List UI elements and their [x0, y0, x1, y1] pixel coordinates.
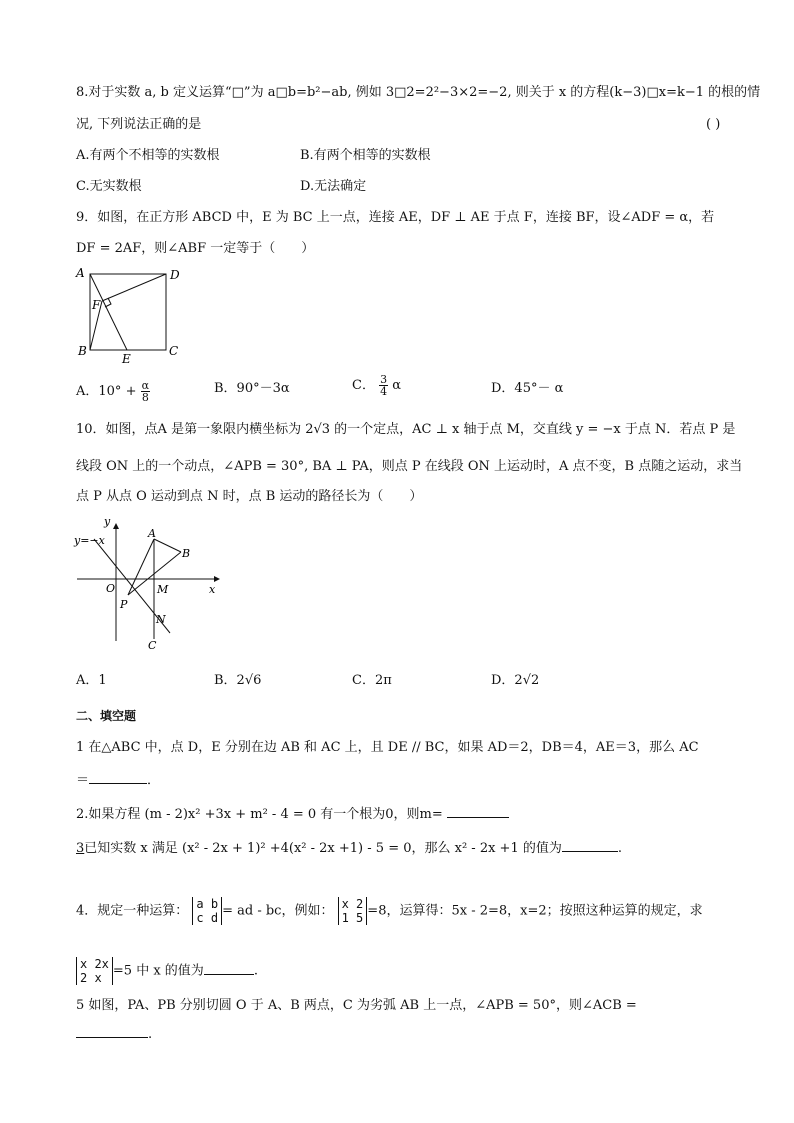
f4-det1-row2: c d [196, 911, 219, 925]
f1-line2-suffix: ． [147, 773, 161, 788]
f3-answer-blank[interactable] [562, 839, 618, 852]
square-figure [70, 262, 190, 367]
q10-stem-line2: 线段 ON 上的一个动点，∠APB = 30°, BA ⊥ PA，则点 P 在线段 ON 上运动时，A 点不变，B 点随之运动，求当 [76, 459, 743, 474]
q10-stem-line3: 点 P 从点 O 运动到点 N 时，点 B 运动的路径长为（ ） [76, 489, 423, 504]
q10-stem-line1: 10．如图，点A 是第一象限内横坐标为 2√3 的一个定点，AC ⊥ x 轴于点 M，交直线 y = −x 于点 N．若点 P 是 [76, 422, 736, 437]
label-f: F [92, 298, 101, 312]
label-o: O [106, 582, 116, 595]
label-e: E [122, 352, 131, 366]
q9-option-d: D．45°－ α [491, 381, 564, 396]
f4-det3-row1: x 2x [80, 957, 109, 971]
f3-number: 3 [76, 841, 85, 856]
f4-mid1: = ad - bc，例如： [222, 903, 334, 919]
f4-det2-row2: 1 5 [341, 911, 364, 925]
q8-stem-line2: 况, 下列说法正确的是 [76, 117, 202, 132]
q10-option-c: C．2π [352, 673, 392, 688]
f4-line1 [76, 897, 703, 925]
q9-option-a-fraction [141, 380, 150, 403]
label-b: B [182, 547, 191, 560]
y-axis-arrow [113, 523, 119, 529]
label-n: N [156, 613, 166, 626]
segment-ap [128, 539, 154, 595]
f4-det2-row1: x 2 [341, 897, 364, 911]
label-d: D [170, 268, 180, 282]
f1-line2-prefix: ＝ [76, 773, 90, 788]
label-a: A [148, 527, 156, 540]
f5-line1: 5 如图，PA、PB 分别切圆 O 于 A、B 两点，C 为劣弧 AB 上一点，∠APB = 50°，则∠ACB = [76, 998, 637, 1013]
label-m: M [157, 583, 169, 596]
q9-option-a-numerator: α [141, 379, 150, 392]
q8-option-a: A.有两个不相等的实数根 [76, 148, 220, 163]
q10-option-b: B．2√6 [214, 673, 262, 688]
q9-option-c [352, 374, 401, 397]
q9-option-c-numerator: 3 [380, 373, 388, 386]
q10-option-a: A．1 [76, 673, 107, 688]
q8-stem-line1: 8.对于实数 a, b 定义运算“□”为 a□b=b²−ab, 例如 3□2=2²−3×2=−2, 则关于 x 的方程(k−3)□x=k−1 的根的情 [76, 85, 761, 100]
q8-option-d: D.无法确定 [300, 179, 367, 194]
f5-answer-blank[interactable] [76, 1025, 148, 1038]
f2-answer-blank[interactable] [447, 805, 509, 818]
label-p: P [120, 598, 128, 611]
section-title: 二、填空题 [76, 709, 137, 723]
f4-det1-row1: a b [196, 897, 219, 911]
square-abcd [90, 274, 166, 350]
label-line: y=−x [74, 534, 105, 547]
f4-determinant-example [338, 897, 368, 925]
q8-answer-paren: ( ) [706, 117, 721, 132]
f5-line2 [76, 1025, 152, 1044]
f5-line2-suffix: . [148, 1027, 153, 1042]
f3-suffix: . [617, 841, 622, 856]
label-x: x [209, 583, 216, 596]
f4-mid2: =8，运算得：5x - 2=8，x=2；按照这种运算的规定，求 [367, 903, 703, 919]
label-y: y [104, 515, 111, 528]
f3-text: 已知实数 x 满足 (x² - 2x + 1)² +4(x² - 2x +1) - 5 = 0，那么 x² - 2x +1 的值为 [84, 841, 562, 856]
q9-option-c-denominator: 4 [380, 385, 388, 398]
f4-determinant-abcd [192, 897, 222, 925]
f4-line2 [76, 957, 258, 985]
segment-df [102, 274, 166, 301]
label-c: C [169, 344, 179, 358]
q9-stem-line2: DF = 2AF，则∠ABF 一定等于（ ） [76, 241, 315, 256]
q10-option-d: D．2√2 [491, 673, 540, 688]
f4-answer-blank[interactable] [204, 962, 254, 975]
q8-option-b: B.有两个相等的实数根 [300, 148, 431, 163]
q9-stem-line1: 9．如图，在正方形 ABCD 中，E 为 BC 上一点，连接 AE，DF ⊥ AE 于点 F，连接 BF，设∠ADF = α，若 [76, 210, 715, 225]
f2-line [76, 805, 509, 824]
f4-prefix: 4．规定一种运算： [76, 903, 189, 919]
f1-answer-blank[interactable] [89, 771, 147, 784]
f1-line1: 1 在△ABC 中，点 D，E 分别在边 AB 和 AC 上，且 DE // BC，如果 AD＝2，DB＝4，AE＝3，那么 AC [76, 740, 699, 755]
coordinate-figure [72, 515, 222, 655]
segment-ab [154, 539, 181, 552]
q9-option-a-prefix: A．10° + [76, 384, 137, 399]
q8-option-c: C.无实数根 [76, 179, 142, 194]
f1-line2 [76, 771, 160, 790]
label-c: C [148, 639, 157, 652]
x-axis-arrow [214, 576, 220, 582]
f4-det3-row2: 2 x [80, 971, 102, 985]
q9-option-c-fraction [379, 374, 388, 397]
q9-option-c-prefix: C． [352, 378, 375, 393]
f3-line [76, 839, 622, 858]
segment-ae [90, 274, 127, 350]
q9-option-a [76, 380, 150, 403]
q9-option-b: B．90°－3α [214, 381, 290, 396]
label-b: B [78, 344, 87, 358]
f2-prefix: 2.如果方程 (m - 2)x² +3x + m² - 4 = 0 有一个根为0，则m= [76, 807, 443, 822]
f4-tail: =5 中 x 的值为 [112, 963, 204, 979]
q9-option-a-denominator: 8 [141, 391, 149, 404]
f4-determinant-question [76, 957, 113, 985]
label-a: A [76, 266, 85, 280]
f4-end: . [253, 963, 258, 979]
q9-option-c-suffix: α [392, 378, 402, 393]
